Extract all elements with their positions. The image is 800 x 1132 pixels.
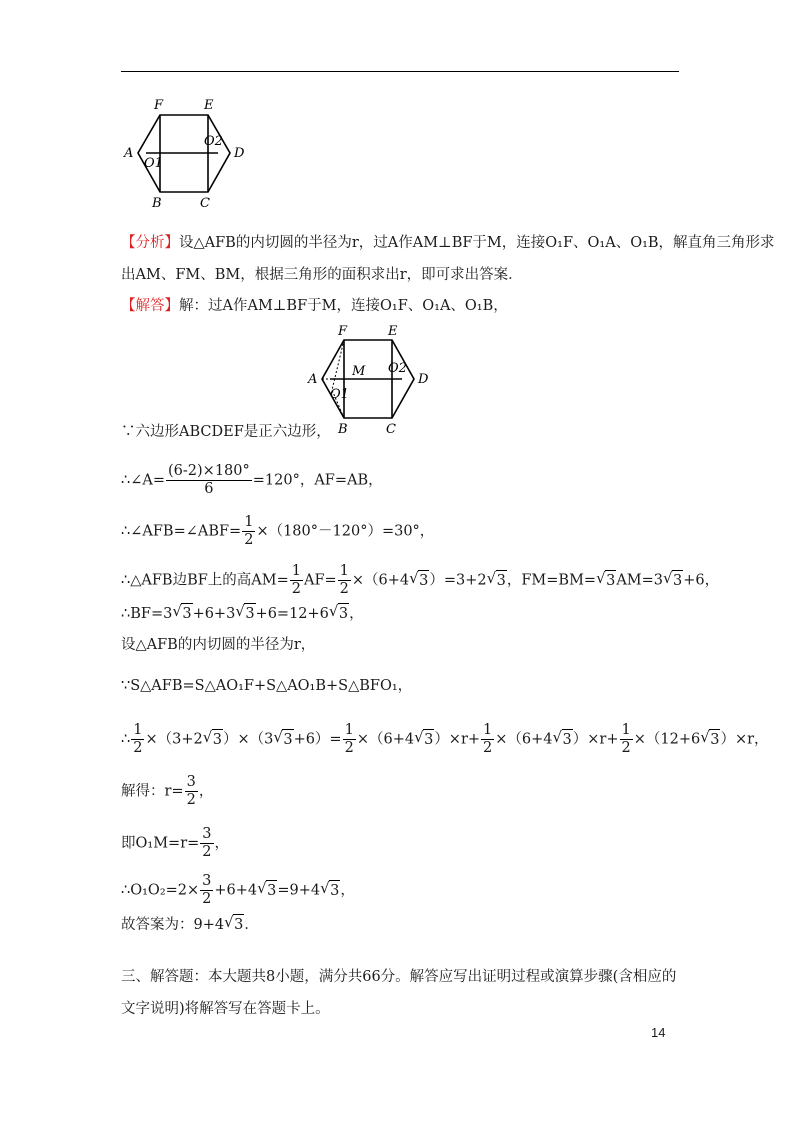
label-C: C — [386, 422, 396, 437]
step-4: ∴△AFB边BF上的高AM= $\frac{1}{2}$ AF= $\frac{1}{2}$ ×（6+4√ 3）=3+2√ 3，FM=BM=√ 3AM=3√ 3+6， — [121, 563, 719, 598]
page-number: 14 — [651, 1025, 666, 1040]
header-rule — [121, 71, 679, 72]
label-M: M — [352, 364, 366, 379]
label-O2: O2 — [388, 361, 407, 376]
step-5: ∴BF=3√ 3+6+3√ 3+6=12+6√ 3， — [121, 603, 364, 624]
label-B: B — [338, 422, 348, 437]
label-D: D — [418, 372, 429, 387]
label-O1: O1 — [144, 156, 163, 171]
step-11: ∴O₁O₂=2× $\frac{3}{2}$ +6+4√ 3=9+4√ 3， — [121, 873, 355, 908]
step-9: 解得：r= $\frac{3}{2}$ ， — [121, 774, 214, 808]
label-E: E — [204, 98, 214, 113]
hexagon-figure-2 — [302, 322, 442, 437]
step-12: 故答案为：9+4√ 3． — [121, 914, 259, 935]
label-A: A — [308, 372, 318, 387]
step-7: ∵S△AFB=S△AO₁F+S△AO₁B+S△BFO₁， — [121, 678, 413, 694]
analysis-line-1: 【分析】设△AFB的内切圆的半径为r，过A作AM⊥BF于M，连接O₁F、O₁A、O₁B，解直角三角形求 — [121, 235, 775, 251]
label-B: B — [152, 196, 162, 210]
label-F: F — [338, 324, 348, 339]
label-F: F — [154, 98, 164, 113]
step-6: 设△AFB的内切圆的半径为r， — [121, 637, 316, 653]
solution-intro: 【解答】解：过A作AM⊥BF于M，连接O₁F、O₁A、O₁B， — [121, 298, 508, 314]
label-C: C — [200, 196, 210, 210]
step-3: ∴∠AFB=∠ABF= $\frac{1}{2}$ ×（180°－120°）=30°， — [121, 514, 435, 548]
step-2: ∴∠A= $\frac{(6-2)\times 180^\circ}{6}$ =120°，AF=AB， — [121, 463, 383, 497]
section-3-instructions: 三、解答题：本大题共8小题，满分共66分。解答应写出证明过程或演算步骤(含相应的文字说明)将解答写在答题卡上。 — [121, 969, 677, 1017]
step-1: ∵六边形ABCDEF是正六边形， — [121, 424, 331, 440]
label-O2: O2 — [204, 134, 223, 149]
step-8: ∴ $\frac{1}{2}$ ×（3+2√ 3）×（3√ 3+6）= $\frac{1}{2}$ ×（6+4√ 3）×r+ $\frac{1}{2}$ ×（6+4√ 3）×r+ $\frac{1}{2}$ ×（12+6√ 3）×r， — [121, 722, 769, 757]
label-D: D — [234, 146, 245, 161]
label-E: E — [388, 324, 398, 339]
analysis-line-2: 出AM、FM、BM，根据三角形的面积求出r，即可求出答案． — [121, 267, 523, 283]
label-O1: O1 — [330, 387, 349, 402]
label-A: A — [124, 146, 134, 161]
step-10: 即O₁M=r= $\frac{3}{2}$ ， — [121, 826, 230, 860]
hexagon-figure-1 — [118, 95, 258, 210]
